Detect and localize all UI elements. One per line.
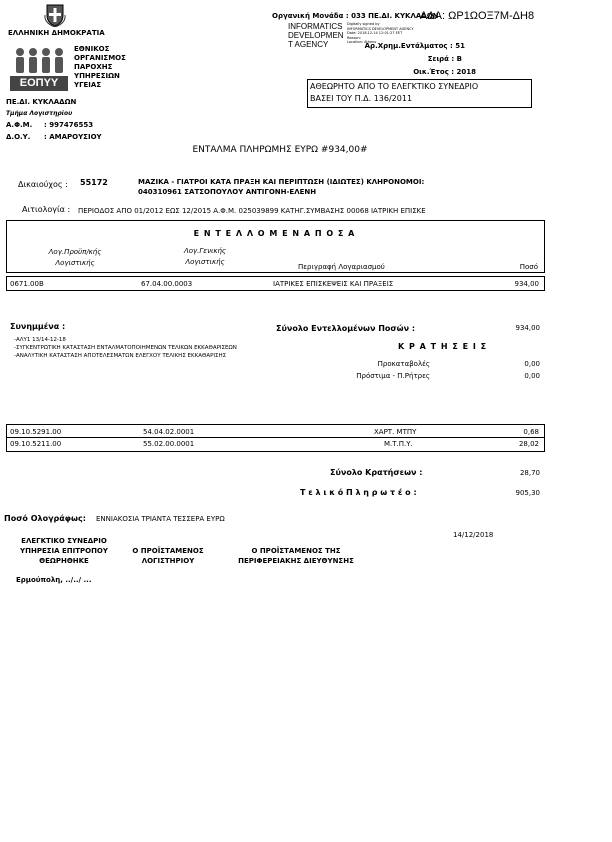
regional-signature-block: Ο ΠΡΟΪΣΤΑΜΕΝΟΣ ΤΗΣ ΠΕΡΙΦΕΡΕΙΑΚΗΣ ΔΙΕΥΘΥΝΣΗΣ [238,547,354,565]
place-date: Ερμούπολη, ../../ ... [16,576,92,584]
beneficiary-code: 55172 [80,178,108,187]
list-item: -ΣΥΓΚΕΝΤΡΩΤΙΚΗ ΚΑΤΑΣΤΑΣΗ ΕΝΤΑΛΜΑΤΟΠΟΙΗΜΕΝΩΝ ΤΕΛΙΚΩΝ ΕΚΚΑΘΑΡΙΣΕΩΝ [14,345,237,351]
withholding-description: Μ.Τ.Π.Υ. [384,440,413,448]
informatics-label: INFORMATICS DEVELOPMEN T AGENCY [288,22,344,49]
table-row [7,427,544,438]
withholding-budget-code: 09.10.5211.00 [10,440,62,448]
beneficiary-line-1: ΜΑΖΙΚΑ - ΓΙΑΤΡΟΙ ΚΑΤΑ ΠΡΑΞΗ ΚΑΙ ΠΕΡΙΠΤΩΣΗ (ΙΔΙΩΤΕΣ) ΚΛΗΡΟΝΟΜΟΙ: [138,178,425,186]
series: Σειρά : Β [427,55,462,63]
approval-line-1: ΑΘΕΩΡΗΤΟ ΑΠΟ ΤΟ ΕΛΕΓΚΤΙΚΟ ΣΥΝΕΔΡΙΟ [310,82,479,91]
audit-signature-block: ΕΛΕΓΚΤΙΚΟ ΣΥΝΕΔΡΙΟ ΥΠΗΡΕΣΙΑ ΕΠΙΤΡΟΠΟΥ ΘΕΩΡΗΘΗΚΕ [20,537,108,565]
amount-words-label: Ποσό Ολογράφως: [4,514,86,523]
eopyy-logo [10,45,68,91]
col-description-header: Περιγραφή Λογαριασμού [298,263,385,271]
withholding-budget-code: 09.10.5291.00 [10,428,62,436]
row-description: ΙΑΤΡΙΚΕΣ ΕΠΙΣΚΕΨΕΙΣ ΚΑΙ ΠΡΑΞΕΙΣ [273,280,394,288]
state-label: ΕΛΛΗΝΙΚΗ ΔΗΜΟΚΡΑΤΙΑ [8,29,105,37]
document-date: 14/12/2018 [453,531,494,539]
col-budget-header: Λογ.Προϋπ/κής Λογιστικής [48,248,102,267]
ada-code: ΑΔΑ: ΩΡ1ΩΟΞ7Μ-ΔΗ8 [420,10,535,22]
sum-withholdings-label: Σύνολο Κρατήσεων : [330,468,423,477]
sum-withholdings-value: 28,70 [519,469,540,477]
reason-label: Αιτιολογία : [22,205,71,214]
greek-emblem-icon [44,3,66,27]
withholding-amount: 0,68 [523,428,539,436]
fiscal-year: Οικ.Έτος : 2018 [413,68,476,76]
fines-label: Πρόστιμα - Π.Ρήτρες [356,372,430,380]
doy-label: Δ.Ο.Υ. [6,133,31,141]
withholdings-table [6,424,545,452]
afm-value: : 997476553 [44,121,94,129]
col-amount-header: Ποσό [519,263,538,271]
signature-tiny-text: Digitally signed by INFORMATICS DEVELOPMENT AGENCY Date: 2018.12.14 12:01:27 EET Reason: Location: Athens [347,22,414,44]
row-general-code: 67.04.00.0003 [141,280,193,288]
sum-ordered-value: 934,00 [515,324,540,332]
list-item: -ΑΛΥ1 13/14-12-18 [14,337,66,343]
unit-name: ΠΕ.ΔΙ. ΚΥΚΛΑΔΩΝ [6,98,77,106]
entalma-number: Αρ.Χρημ.Εντάλματος : 51 [364,42,465,50]
final-payable-label: Τ ε λ ι κ ό Π λ η ρ ω τ έ ο : [300,488,417,497]
col-general-header: Λογ.Γενικής Λογιστικής [183,247,227,266]
sum-ordered-label: Σύνολο Εντελλομένων Ποσών : [276,324,416,333]
doy-value: : ΑΜΑΡΟΥΣΙΟΥ [44,133,102,141]
table-row [6,276,545,291]
page-title: ΕΝΤΑΛΜΑ ΠΛΗΡΩΜΗΣ ΕΥΡΩ #934,00# [192,145,368,155]
table-row [7,439,544,450]
withholding-amount: 28,02 [518,440,539,448]
approval-line-2: ΒΑΣΕΙ ΤΟΥ Π.Δ. 136/2011 [310,94,413,103]
amount-words-value: ΕΝΝΙΑΚΟΣΙΑ ΤΡΙΑΝΤΑ ΤΕΣΣΕΡΑ ΕΥΡΩ [96,515,225,523]
beneficiary-line-2: 040310961 ΣΑΤΣΟΠΟΥΛΟΥ ΑΝΤΙΓΟΝΗ-ΕΛΕΝΗ [138,188,317,196]
withholding-general-code: 55.02.00.0001 [143,440,195,448]
withholding-description: ΧΑΡΤ. ΜΤΠΥ [374,428,417,436]
attachments-label: Συνημμένα : [10,322,66,331]
beneficiary-label: Δικαιούχος : [18,180,68,189]
withholding-general-code: 54.04.02.0001 [143,428,195,436]
final-payable-value: 905,30 [515,489,540,497]
org-name: ΕΘΝΙΚΟΣ ΟΡΓΑΝΙΣΜΟΣ ΠΑΡΟΧΗΣ ΥΠΗΡΕΣΙΩΝ ΥΓΕΙΑΣ [74,45,126,89]
fines-value: 0,00 [524,372,540,380]
amounts-table-heading: Ε Ν Τ Ε Λ Λ Ο Μ Ε Ν Α Π Ο Σ Α [193,229,356,238]
attachments-list [14,336,237,360]
row-amount: 934,00 [514,280,539,288]
advances-value: 0,00 [524,360,540,368]
afm-label: Α.Φ.Μ. [6,121,33,129]
accounting-signature-block: Ο ΠΡΟΪΣΤΑΜΕΝΟΣ ΛΟΓΙΣΤΗΡΙΟΥ [132,547,204,565]
org-unit: Οργανική Μονάδα : 033 ΠΕ.ΔΙ. ΚΥΚΛΑΔΩΝ [272,12,439,20]
row-budget-code: 0671.00Β [10,280,44,288]
advances-label: Προκαταβολές [377,360,430,368]
reason-text: ΠΕΡΙΟΔΟΣ ΑΠΟ 01/2012 ΕΩΣ 12/2015 Α.Φ.Μ. 025039899 ΚΑΤΗΓ.ΣΥΜΒΑΣΗΣ 00068 ΙΑΤΡΙΚΗ ΕΠΙΣΚΕ [78,207,426,215]
deductions-heading: Κ Ρ Α Τ Η Σ Ε Ι Σ [398,342,488,351]
list-item: -ΑΝΑΛΥΤΙΚΗ ΚΑΤΑΣΤΑΣΗ ΑΠΟΤΕΛΕΣΜΑΤΩΝ ΕΛΕΓΧΟΥ ΤΕΛΙΚΗΣ ΕΚΚΑΘΑΡΙΣΗΣ [14,353,227,359]
logo-text: ΕΟΠΥΥ [19,77,59,89]
department-name: Τμήμα Λογιστηρίου [6,110,73,117]
